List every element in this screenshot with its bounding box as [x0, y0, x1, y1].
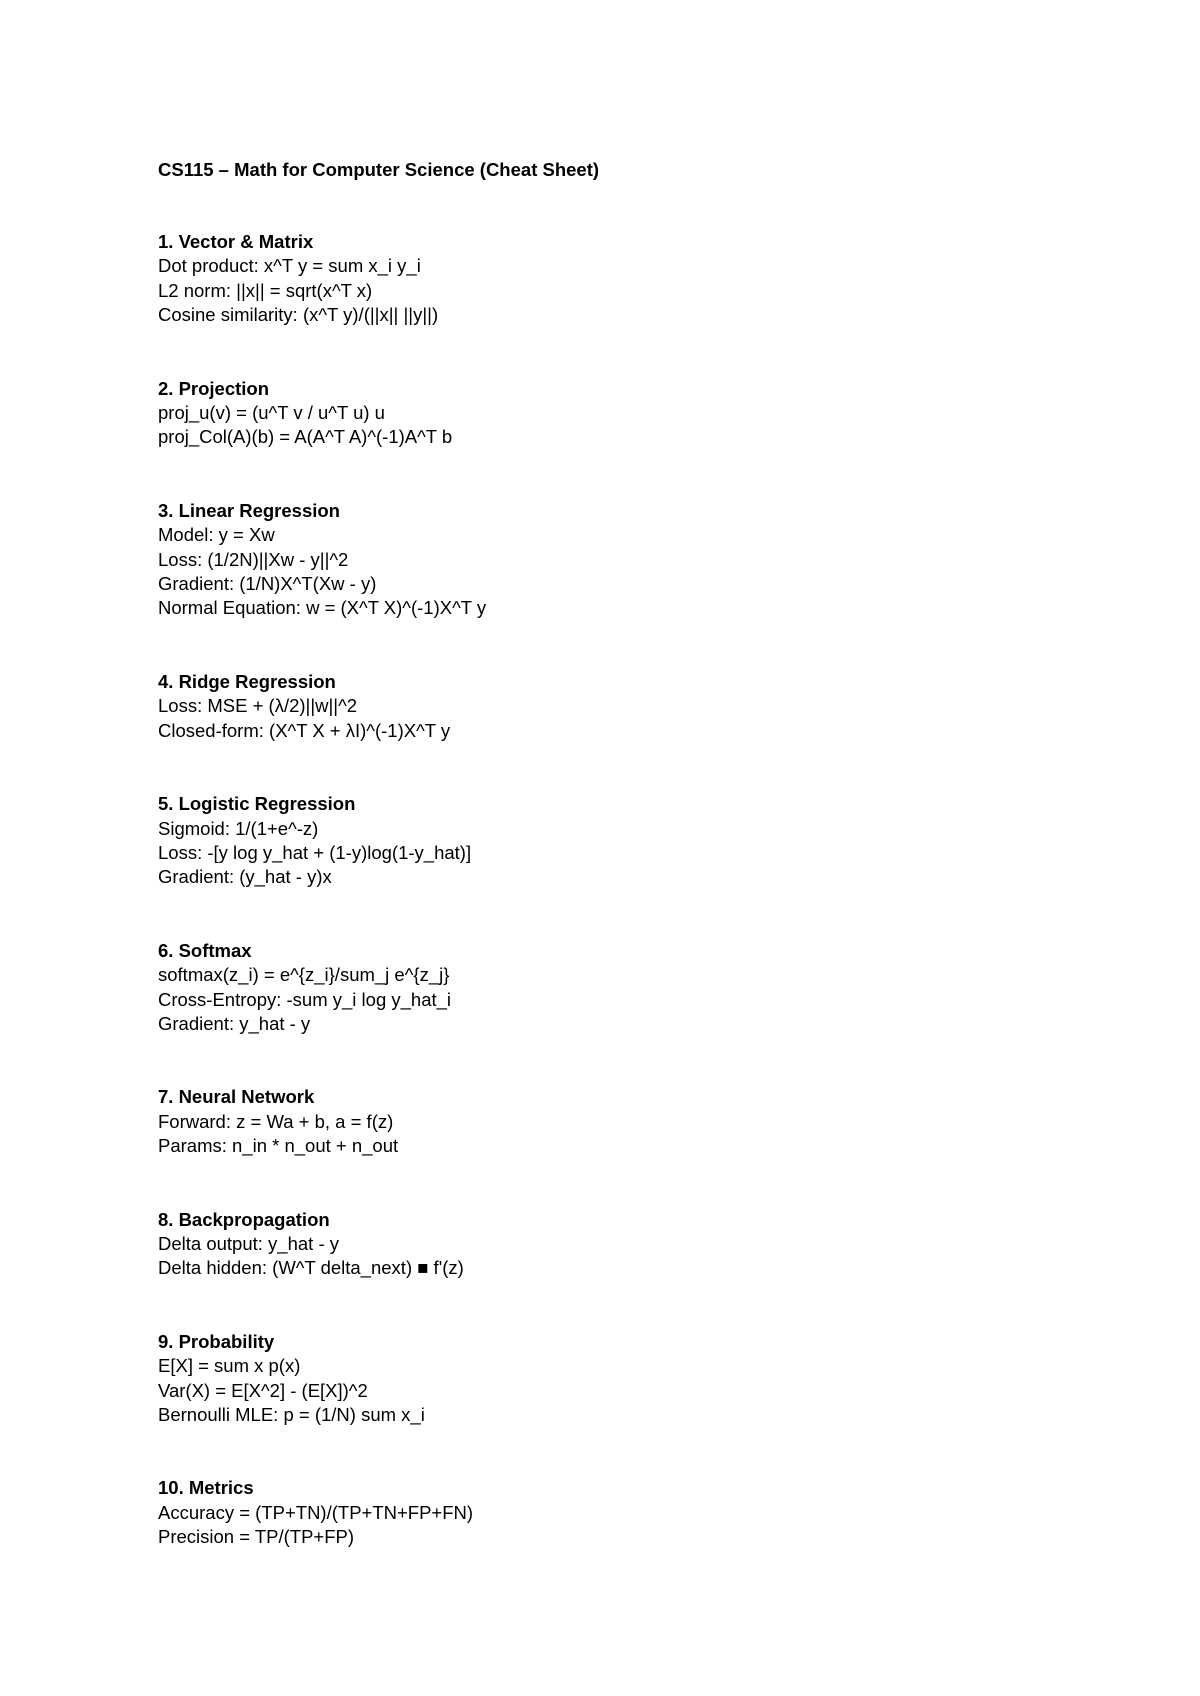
- section-lines: [158, 1110, 1138, 1159]
- formula-line: Gradient: y_hat - y: [158, 1012, 311, 1034]
- formula-line: Delta output: y_hat - y: [158, 1232, 339, 1254]
- formula-line: Gradient: (y_hat - y)x: [158, 866, 332, 888]
- formula-line: Var(X) = E[X^2] - (E[X])^2: [158, 1379, 368, 1401]
- formula-line: Normal Equation: w = (X^T X)^(-1)X^T y: [158, 597, 487, 619]
- section-heading: 6. Softmax: [158, 939, 252, 961]
- section-heading: 5. Logistic Regression: [158, 793, 356, 815]
- cheat-sheet-section: [158, 1330, 1138, 1428]
- cheat-sheet-section: [158, 1208, 1138, 1281]
- cheat-sheet-section: [158, 499, 1138, 621]
- section-lines: [158, 1501, 1138, 1550]
- formula-line: Cosine similarity: (x^T y)/(||x|| ||y||): [158, 304, 439, 326]
- formula-line: Model: y = Xw: [158, 524, 275, 546]
- formula-line: Loss: MSE + (λ/2)||w||^2: [158, 695, 358, 717]
- formula-line: Loss: (1/2N)||Xw - y||^2: [158, 548, 349, 570]
- formula-line: Precision = TP/(TP+FP): [158, 1526, 355, 1548]
- section-heading: 3. Linear Regression: [158, 499, 340, 521]
- formula-line: softmax(z_i) = e^{z_i}/sum_j e^{z_j}: [158, 964, 450, 986]
- cheat-sheet-section: [158, 792, 1138, 890]
- section-lines: [158, 254, 1138, 327]
- formula-line: Delta hidden: (W^T delta_next) ■ f'(z): [158, 1257, 464, 1279]
- document-title: CS115 – Math for Computer Science (Cheat Sheet): [158, 159, 600, 180]
- formula-line: proj_u(v) = (u^T v / u^T u) u: [158, 402, 385, 424]
- formula-line: Bernoulli MLE: p = (1/N) sum x_i: [158, 1404, 425, 1425]
- cheat-sheet-section: [158, 377, 1138, 450]
- section-heading: 8. Backpropagation: [158, 1208, 330, 1230]
- cheat-sheet-section: [158, 230, 1138, 328]
- formula-line: E[X] = sum x p(x): [158, 1355, 301, 1377]
- section-heading: 2. Projection: [158, 377, 270, 399]
- section-heading: 10. Metrics: [158, 1477, 254, 1499]
- section-lines: [158, 1232, 1138, 1281]
- cheat-sheet-section: [158, 1476, 1138, 1549]
- section-lines: [158, 817, 1138, 890]
- formula-line: Cross-Entropy: -sum y_i log y_hat_i: [158, 988, 452, 1010]
- section-lines: [158, 523, 1138, 621]
- section-heading: 4. Ridge Regression: [158, 670, 336, 692]
- section-heading: 1. Vector & Matrix: [158, 231, 314, 252]
- formula-line: Params: n_in * n_out + n_out: [158, 1135, 399, 1157]
- formula-line: Loss: -[y log y_hat + (1-y)log(1-y_hat)]: [158, 841, 472, 863]
- formula-line: Forward: z = Wa + b, a = f(z): [158, 1110, 394, 1132]
- formula-line: Gradient: (1/N)X^T(Xw - y): [158, 573, 377, 595]
- sections-container: [158, 230, 1138, 1550]
- formula-line: Accuracy = (TP+TN)/(TP+TN+FP+FN): [158, 1501, 474, 1523]
- formula-line: Closed-form: (X^T X + λI)^(-1)X^T y: [158, 719, 451, 741]
- section-heading: 9. Probability: [158, 1330, 275, 1352]
- document-page: [158, 157, 1138, 1550]
- formula-line: L2 norm: ||x|| = sqrt(x^T x): [158, 279, 373, 301]
- cheat-sheet-section: [158, 1085, 1138, 1158]
- formula-line: Dot product: x^T y = sum x_i y_i: [158, 255, 421, 277]
- cheat-sheet-section: [158, 939, 1138, 1037]
- formula-line: Sigmoid: 1/(1+e^-z): [158, 817, 319, 839]
- formula-line: proj_Col(A)(b) = A(A^T A)^(-1)A^T b: [158, 426, 453, 448]
- section-heading: 7. Neural Network: [158, 1086, 315, 1108]
- section-lines: [158, 963, 1138, 1036]
- section-lines: [158, 694, 1138, 743]
- section-lines: [158, 401, 1138, 450]
- cheat-sheet-section: [158, 670, 1138, 743]
- section-lines: [158, 1354, 1138, 1427]
